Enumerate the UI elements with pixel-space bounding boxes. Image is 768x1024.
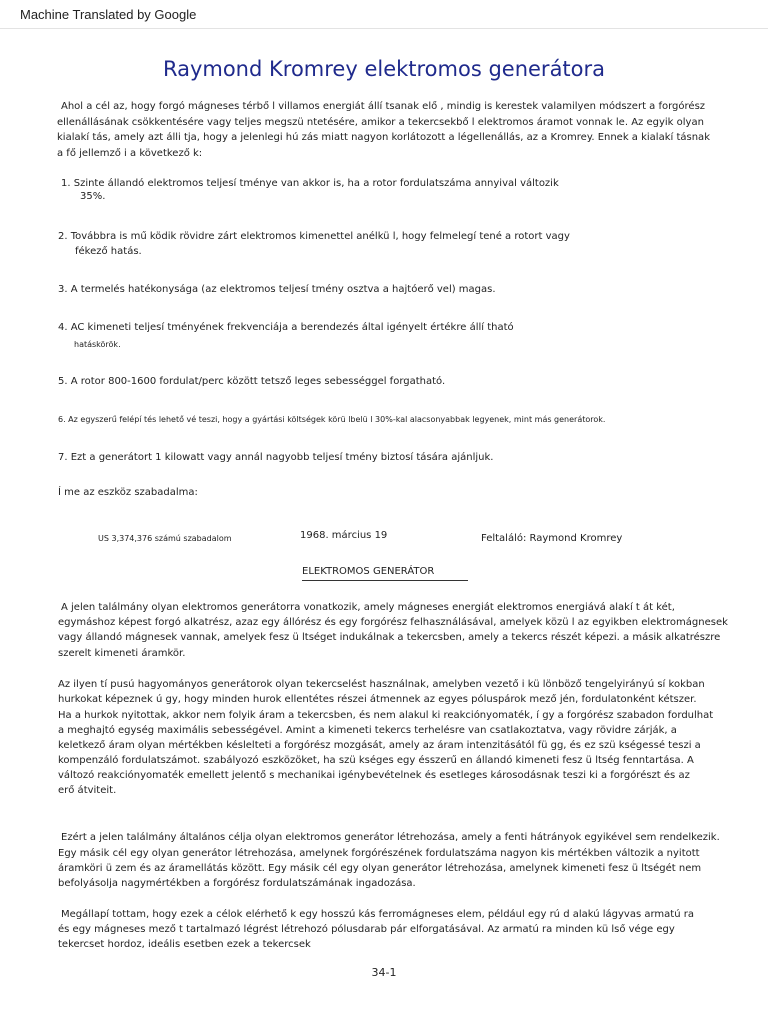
section-title: ELEKTROMOS GENERÁTOR: [302, 566, 435, 577]
paragraph-line: a meghajtó egység maximális sebességével. Amint a kimeneti tekercs terhelésre van csatlakoztatva, vagy rövidre zárják, a: [58, 725, 677, 736]
paragraph-line: hurkokat képeznek ú gy, hogy minden hurok ellentétes részei átmennek az egyes póluspárok mező jén, fordulatonként kétszer.: [58, 694, 697, 705]
intro-line: Ahol a cél az, hogy forgó mágneses térbő l villamos energiát állí tsanak elő , mindig is kerestek valamilyen módszert a forgórész: [61, 101, 706, 112]
paragraph-line: Ha a hurkok nyitottak, akkor nem folyik áram a tekercsben, és nem alakul ki reakciónyomaték, í gy a forgórész szabadon fordulhat: [58, 710, 714, 721]
patent-intro: Í me az eszköz szabadalma:: [58, 487, 198, 498]
paragraph-line: Ezért a jelen találmány általános célja olyan elektromos generátor létrehozása, amely a fenti hátrányok egyikével sem rendelkezik.: [61, 832, 720, 843]
section-title-underline: [302, 580, 468, 581]
paragraph-line: és egy mágneses mező t tartalmazó légrést létrehozó pólusdarab pár elforgatásával. Az armatú ra minden kü lső vége egy: [58, 924, 675, 935]
paragraph-line: Az ilyen tí pusú hagyományos generátorok olyan tekercselést használnak, amelyben vezető i kü lönböző tengelyirányú sí kokban: [58, 679, 705, 690]
paragraph-line: kompenzáló fordulatszámot. szabályozó eszközöket, ha szü kséges egy ésszerű en állandó kimeneti fesz ü ltség fenntartása. A: [58, 755, 694, 766]
list-item-5: 5. A rotor 800-1600 fordulat/perc között tetsző leges sebességgel forgatható.: [58, 376, 446, 387]
intro-line: a fő jellemző i a következő k:: [57, 148, 203, 159]
paragraph-line: változó reakciónyomaték emellett jelentő s mechanikai igénybevételnek és esetleges károsodásnak teszi ki a forgórészt és az: [58, 770, 690, 781]
list-item-1: 1. Szinte állandó elektromos teljesí tménye van akkor is, ha a rotor fordulatszáma annyival változik: [61, 178, 559, 189]
paragraph-line: áramköri ü zem és az áramellátás között. Egy másik cél egy olyan generátor létrehozása, amelynek kimeneti fesz ü ltségét nem: [58, 863, 702, 874]
paragraph-line: vagy állandó mágnesek vannak, amelyek fesz ü ltséget indukálnak a tekercsben, amely a tekercs részét képezi. a másik alkatrészre: [58, 632, 721, 643]
page-number: 34-1: [371, 966, 397, 979]
paragraph-line: keletkező áram olyan mértékben késlelteti a forgórész mozgását, amely az áram intenzitásától fü gg, és ez szü kségessé teszi a: [58, 740, 701, 751]
list-item-4: 4. AC kimeneti teljesí tményének frekvenciája a berendezés által igényelt értékre állí tható: [58, 322, 514, 333]
machine-translation-banner: Machine Translated by Google: [20, 7, 197, 22]
paragraph-line: A jelen találmány olyan elektromos generátorra vonatkozik, amely mágneses energiát elektromos energiává alakí t át két,: [61, 602, 675, 613]
banner-divider: [0, 28, 768, 29]
patent-date: 1968. március 19: [300, 530, 388, 541]
paragraph-line: erő átviteit.: [58, 785, 117, 796]
paragraph-line: Megállapí tottam, hogy ezek a célok elérhető k egy hosszú kás ferromágneses elem, például egy rú d alakú lágyvas armatú ra: [61, 909, 694, 920]
list-item-2: 2. Továbbra is mű ködik rövidre zárt elektromos kimenettel anélkü l, hogy felmelegí tené a rotort vagy: [58, 231, 570, 242]
list-item-4-continuation: hatáskörök.: [74, 340, 121, 349]
list-item-7: 7. Ezt a generátort 1 kilowatt vagy annál nagyobb teljesí tmény biztosí tására ajánljuk.: [58, 452, 494, 463]
paragraph-line: egymáshoz képest forgó alkatrész, azaz egy állórész és egy forgórész felhasználásával, amelyek közü l az egyikben elektromágnesek: [58, 617, 728, 628]
patent-number: US 3,374,376 számú szabadalom: [98, 534, 232, 543]
intro-line: kialakí tás, amely azt álli tja, hogy a jelenlegi hú zás miatt nagyon korlátozott a légellenállás, az a Kromrey. Ennek a kialakí tásnak: [57, 132, 710, 143]
list-item-3: 3. A termelés hatékonysága (az elektromos teljesí tmény osztva a hajtóerő vel) magas.: [58, 284, 496, 295]
list-item-1-continuation: 35%.: [80, 191, 106, 202]
paragraph-line: befolyásolja nagymértékben a forgórész fordulatszámának ingadozása.: [58, 878, 416, 889]
paragraph-line: szerelt kimeneti áramkör.: [58, 648, 186, 659]
patent-inventor: Feltaláló: Raymond Kromrey: [481, 533, 623, 544]
list-item-2-continuation: fékező hatás.: [75, 246, 142, 257]
paragraph-line: tekercset hordoz, ideális esetben ezek a tekercsek: [58, 939, 311, 950]
intro-line: ellenállásának csökkentésére vagy teljes megszü ntetésére, amikor a tekercsekbő l elektromos áramot vonnak le. Az egyik olyan: [57, 117, 704, 128]
list-item-6: 6. Az egyszerű felépí tés lehető vé teszi, hogy a gyártási költségek körü lbelü l 30%-kal alacsonyabbak legyenek, mint más generátorok.: [58, 415, 606, 424]
document-title: Raymond Kromrey elektromos generátora: [162, 57, 606, 81]
paragraph-line: Egy másik cél egy olyan generátor létrehozása, amelynek forgórészének fordulatszáma nagyon kis mértékben változik a nyitott: [58, 848, 700, 859]
